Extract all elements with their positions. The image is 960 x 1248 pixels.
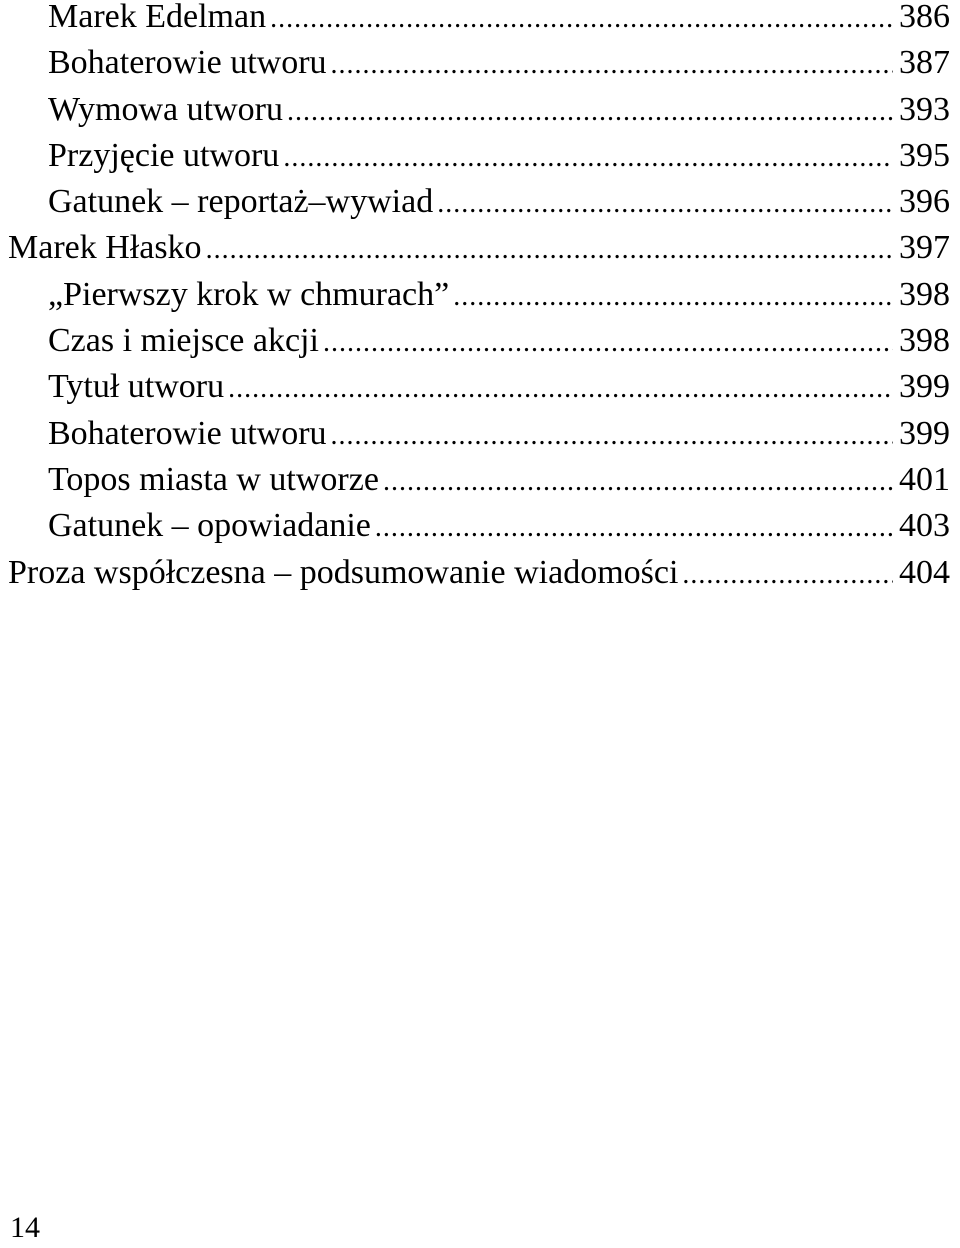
toc-entry-page: 386 [899, 0, 950, 35]
toc-entry[interactable] [8, 87, 950, 133]
toc-entry-page: 401 [899, 460, 950, 498]
table-of-contents [8, 0, 950, 596]
toc-entry[interactable] [8, 318, 950, 364]
dot-leader [375, 505, 893, 549]
page-number: 14 [10, 1211, 40, 1244]
toc-entry-page: 398 [899, 322, 950, 360]
toc-entry[interactable] [8, 503, 950, 549]
dot-leader [331, 42, 893, 86]
toc-entry[interactable] [8, 550, 950, 596]
toc-entry-page: 404 [899, 553, 950, 591]
toc-entry[interactable] [8, 225, 950, 271]
toc-entry-page: 398 [899, 275, 950, 313]
toc-entry-page: 387 [899, 44, 950, 82]
dot-leader [453, 274, 893, 318]
toc-entry-title: Wymowa utworu [48, 90, 283, 128]
toc-entry-page: 396 [899, 183, 950, 221]
toc-entry[interactable] [8, 364, 950, 410]
dot-leader [682, 552, 893, 596]
dot-leader [206, 227, 893, 271]
toc-entry-page: 397 [899, 229, 950, 267]
dot-leader [270, 0, 893, 40]
dot-leader [331, 413, 893, 457]
toc-entry-page: 393 [899, 90, 950, 128]
toc-entry-title: Marek Edelman [48, 0, 267, 35]
toc-entry-title: „Pierwszy krok w chmurach” [48, 275, 450, 313]
dot-leader [228, 366, 893, 410]
dot-leader [323, 320, 893, 364]
toc-entry-title: Gatunek – opowiadanie [48, 507, 371, 545]
toc-entry-title: Tytuł utworu [48, 368, 225, 406]
toc-entry-page: 399 [899, 414, 950, 452]
toc-entry[interactable] [8, 0, 950, 40]
dot-leader [287, 89, 893, 133]
toc-entry[interactable] [8, 179, 950, 225]
toc-entry-title: Czas i miejsce akcji [48, 322, 319, 360]
dot-leader [437, 181, 893, 225]
toc-entry-page: 399 [899, 368, 950, 406]
toc-entry-title: Topos miasta w utworze [48, 460, 379, 498]
toc-entry-title: Przyjęcie utworu [48, 136, 280, 174]
toc-entry-title: Marek Hłasko [8, 229, 202, 267]
toc-entry-page: 395 [899, 136, 950, 174]
toc-entry-title: Bohaterowie utworu [48, 414, 327, 452]
toc-entry-title: Bohaterowie utworu [48, 44, 327, 82]
toc-entry[interactable] [8, 40, 950, 86]
dot-leader [383, 459, 893, 503]
toc-entry-title: Gatunek – reportaż–wywiad [48, 183, 434, 221]
toc-entry[interactable] [8, 272, 950, 318]
toc-entry[interactable] [8, 133, 950, 179]
toc-entry-page: 403 [899, 507, 950, 545]
toc-entry-title: Proza współczesna – podsumowanie wiadomości [8, 553, 679, 591]
toc-entry[interactable] [8, 411, 950, 457]
dot-leader [283, 135, 893, 179]
toc-entry[interactable] [8, 457, 950, 503]
